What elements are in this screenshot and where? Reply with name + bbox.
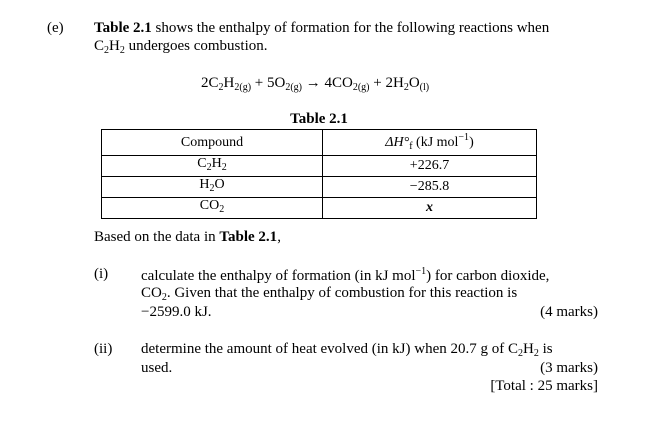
eq-sub: 2(g) xyxy=(352,82,370,93)
eq-arrow: → 4CO xyxy=(302,75,353,91)
eq-sub: 2 xyxy=(403,82,409,93)
intro-formula-sub: 2 xyxy=(104,45,110,56)
value-cell: −285.8 xyxy=(323,177,537,198)
part-ii-marks: (3 marks) xyxy=(540,360,598,376)
eq-term: + 2H xyxy=(369,75,404,91)
based-on-text: Based on the data in Table 2.1, xyxy=(94,229,281,245)
compound-cell: $CO_2$ xyxy=(102,198,323,219)
header-dh: ΔH° xyxy=(385,135,410,150)
intro-line-2 xyxy=(94,38,267,56)
table-row xyxy=(102,198,537,219)
eq-term: 2C xyxy=(201,75,219,91)
header-enthalpy xyxy=(323,130,537,156)
table-title xyxy=(101,111,537,128)
value-cell: +226.7 xyxy=(323,156,537,177)
part-ii-label: (ii) xyxy=(94,341,113,357)
eq-sub: 2(g) xyxy=(285,82,302,93)
part-i-label: (i) xyxy=(94,266,109,282)
enthalpy-table xyxy=(101,129,537,219)
header-compound: Compound xyxy=(102,130,323,156)
eq-term: + 5O xyxy=(251,75,286,91)
part-ii-line-2: used. xyxy=(141,360,173,376)
part-i-line-3: −2599.0 kJ. xyxy=(141,304,212,320)
compound-cell: $C_2H_2$ xyxy=(102,156,323,177)
eq-sub: 2(g) xyxy=(234,82,252,93)
part-i-line-2: $CO_2$. Given that the enthalpy of combustion for this reaction is xyxy=(141,285,518,303)
table-row xyxy=(102,177,537,198)
part-i-marks: (4 marks) xyxy=(540,304,598,320)
header-unit-end: ) xyxy=(469,135,474,150)
table-reference: Table 2.1 xyxy=(94,20,152,36)
intro-line-1 xyxy=(94,20,600,37)
eq-sub: 2 xyxy=(218,82,224,93)
value-cell xyxy=(323,198,537,219)
table-row xyxy=(102,156,537,177)
intro-formula-h: H xyxy=(109,38,120,54)
eq-sub: (l) xyxy=(419,82,430,93)
intro-formula-c: C xyxy=(94,38,105,54)
eq-term: O xyxy=(408,75,420,91)
unknown-x: x xyxy=(426,200,433,215)
part-i-line-1: calculate the enthalpy of formation (in kJ mol$^{-1}$) for carbon dioxide, xyxy=(141,266,550,284)
table-header-row xyxy=(102,130,537,156)
eq-term: H xyxy=(223,75,235,91)
table-title-text: Table 2.1 xyxy=(290,111,348,127)
intro-text-end: undergoes combustion. xyxy=(124,38,268,54)
intro-formula-sub: 2 xyxy=(119,45,125,56)
compound-cell: $H_2O$ xyxy=(102,177,323,198)
header-unit-sup: −1 xyxy=(458,132,470,143)
header-unit: (kJ mol xyxy=(412,135,459,150)
reaction-equation xyxy=(201,75,429,93)
header-f: f xyxy=(409,141,413,152)
total-marks: [Total : 25 marks] xyxy=(490,378,598,394)
question-label: (e) xyxy=(47,20,64,36)
part-ii-line-1: determine the amount of heat evolved (in kJ) when 20.7 g of $C_2H_2$ is xyxy=(141,341,553,359)
intro-text: shows the enthalpy of formation for the following reactions when xyxy=(151,20,550,36)
